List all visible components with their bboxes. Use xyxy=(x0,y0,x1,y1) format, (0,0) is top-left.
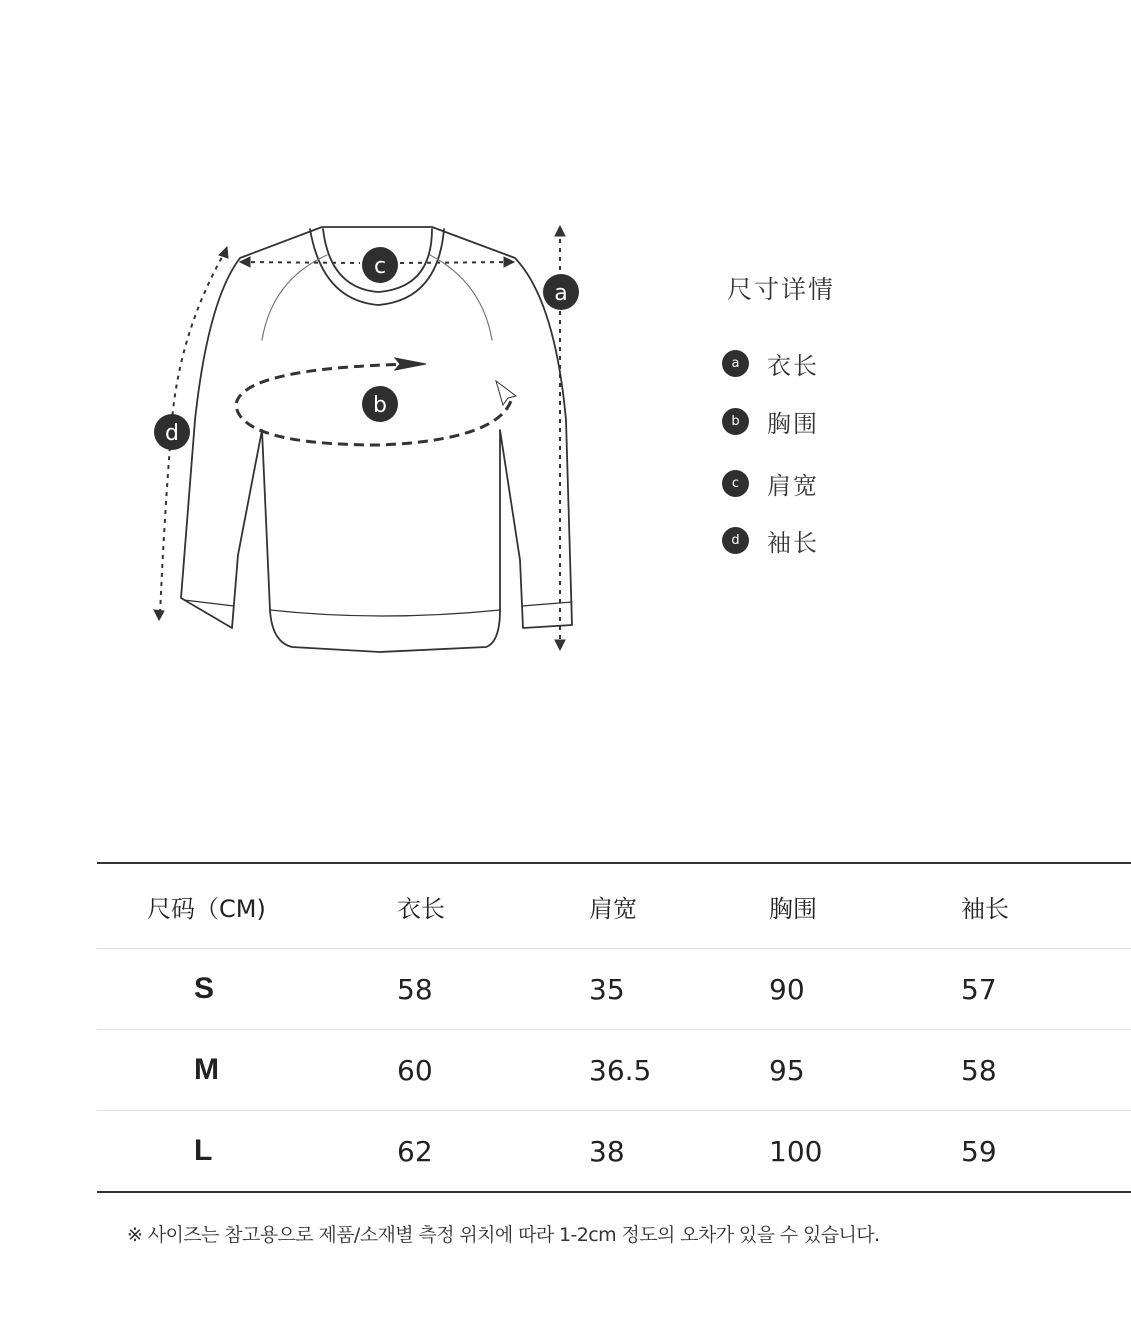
legend-label: 衣长 xyxy=(767,351,819,380)
sweater-measurement-diagram xyxy=(0,0,1000,720)
header-shoulder: 肩宽 xyxy=(539,863,725,949)
sleeve-cell: 57 xyxy=(911,949,1131,1030)
shoulder-cell: 38 xyxy=(589,1134,625,1168)
arrowhead xyxy=(504,257,514,267)
arrowhead xyxy=(154,610,164,620)
size-cell: S xyxy=(97,949,347,1030)
size-cell: M xyxy=(97,1030,347,1111)
sweater-outline xyxy=(181,227,572,652)
table-row xyxy=(97,1111,1131,1193)
marker-d xyxy=(154,414,190,450)
header-sleeve: 袖长 xyxy=(911,863,1131,949)
legend-marker-a: a xyxy=(722,350,749,377)
size-cell: L xyxy=(194,1134,213,1167)
legend-label: 肩宽 xyxy=(767,471,819,500)
sleeve-cell: 59 xyxy=(961,1134,997,1168)
svg-text:d: d xyxy=(165,421,179,446)
legend-item-chest xyxy=(722,404,819,438)
marker-b xyxy=(362,386,398,422)
svg-text:c: c xyxy=(373,254,387,279)
size-table xyxy=(97,862,1009,1193)
svg-text:b: b xyxy=(373,393,387,418)
size-disclaimer: ※ 사이즈는 참고용으로 제품/소재별 측정 위치에 따라 1-2cm 정도의 오차가 있을 수 있습니다. xyxy=(127,1224,880,1246)
header-size: 尺码（CM) xyxy=(97,863,347,949)
length-cell: 58 xyxy=(347,949,539,1030)
chest-cell: 95 xyxy=(725,1030,911,1111)
table-row xyxy=(97,949,1131,1030)
right-raglan-seam xyxy=(430,255,492,340)
legend-title: 尺寸详情 xyxy=(727,275,836,304)
hem-rib xyxy=(270,610,500,616)
table-header-row xyxy=(97,863,1131,949)
chest-cell: 100 xyxy=(769,1134,823,1168)
right-cuff xyxy=(522,602,572,606)
shoulder-cell: 35 xyxy=(539,949,725,1030)
shoulder-cell: 36.5 xyxy=(539,1030,725,1111)
arrowhead xyxy=(496,381,516,405)
arrowhead xyxy=(240,257,250,267)
arrowhead xyxy=(219,247,228,258)
svg-text:a: a xyxy=(554,281,568,306)
legend-item-shoulder xyxy=(722,466,819,500)
legend-marker-d: d xyxy=(722,527,749,554)
header-chest: 胸围 xyxy=(725,863,911,949)
chest-cell: 90 xyxy=(725,949,911,1030)
legend-label: 袖长 xyxy=(767,528,819,557)
left-raglan-seam xyxy=(262,255,327,340)
sleeve-cell: 58 xyxy=(911,1030,1131,1111)
legend-label: 胸围 xyxy=(767,409,819,438)
marker-a xyxy=(543,274,579,310)
legend-item-length xyxy=(722,346,819,380)
arrowhead xyxy=(555,640,565,650)
marker-c xyxy=(362,247,398,283)
arrowhead xyxy=(555,226,565,236)
legend-item-sleeve xyxy=(722,523,819,557)
legend-marker-c: c xyxy=(722,470,749,497)
length-cell: 62 xyxy=(397,1134,433,1168)
arrowhead xyxy=(395,358,426,370)
table-row xyxy=(97,1030,1131,1111)
length-cell: 60 xyxy=(347,1030,539,1111)
header-length: 衣长 xyxy=(347,863,539,949)
legend-marker-b: b xyxy=(722,408,749,435)
